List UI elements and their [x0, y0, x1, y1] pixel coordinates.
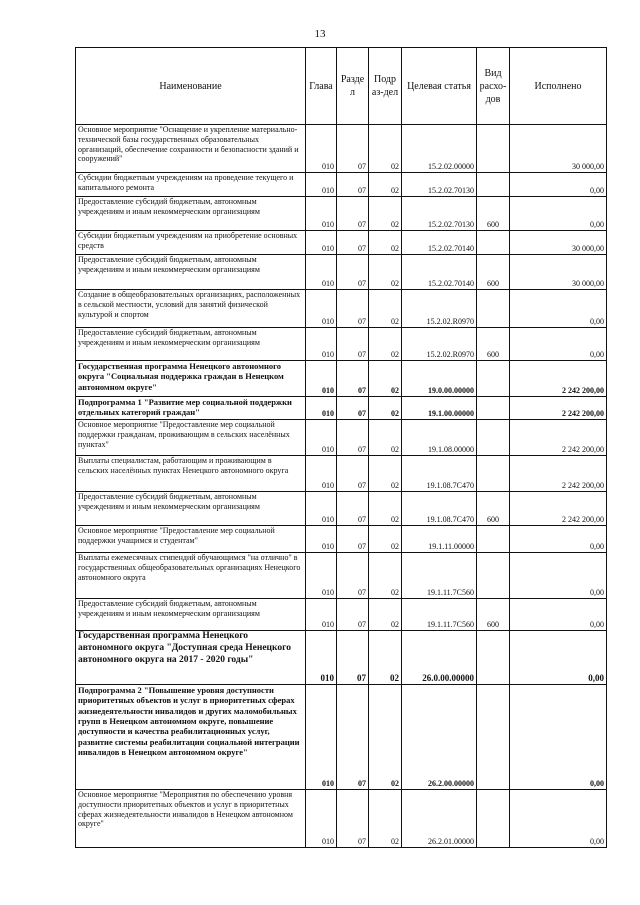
row-subsection: 02: [369, 492, 402, 526]
table-row: [76, 599, 607, 631]
row-chapter: 010: [306, 397, 337, 420]
row-section: 07: [337, 231, 369, 255]
row-executed: 0,00: [510, 197, 607, 231]
row-target: 19.1.11.00000: [402, 526, 477, 553]
row-section: 07: [337, 125, 369, 173]
row-subsection: 02: [369, 397, 402, 420]
row-section: 07: [337, 456, 369, 492]
row-expense-type: [477, 526, 510, 553]
row-name: Выплаты ежемесячных стипендий обучающимся "на отлично" в государственных общеобразовательных организациях Ненецкого автономного округа: [76, 553, 306, 599]
row-expense-type: [477, 685, 510, 790]
row-target: 26.2.01.00000: [402, 790, 477, 848]
table-row: [76, 397, 607, 420]
row-chapter: 010: [306, 420, 337, 456]
row-expense-type: 600: [477, 599, 510, 631]
row-name: Выплаты специалистам, работающим и проживающим в сельских населённых пунктах Ненецкого автономного округа: [76, 456, 306, 492]
row-expense-type: [477, 790, 510, 848]
row-name: Государственная программа Ненецкого автономного округа "Доступная среда Ненецкого автономного округа на 2017 - 2020 годы": [76, 631, 306, 685]
row-expense-type: [477, 290, 510, 328]
row-subsection: 02: [369, 420, 402, 456]
row-executed: 0,00: [510, 526, 607, 553]
table-row: [76, 631, 607, 685]
row-name: Субсидии бюджетным учреждениям на приобретение основных средств: [76, 231, 306, 255]
header-chapter: Глава: [306, 48, 337, 125]
row-section: 07: [337, 631, 369, 685]
row-target: 19.1.08.7C470: [402, 456, 477, 492]
row-target: 19.1.11.7C560: [402, 553, 477, 599]
row-name: Основное мероприятие "Предоставление мер социальной поддержки учащимся и студентам": [76, 526, 306, 553]
row-subsection: 02: [369, 173, 402, 197]
row-subsection: 02: [369, 255, 402, 290]
row-chapter: 010: [306, 685, 337, 790]
row-name: Предоставление субсидий бюджетным, автономным учреждениям и иным некоммерческим организациям: [76, 197, 306, 231]
row-expense-type: [477, 631, 510, 685]
row-expense-type: [477, 361, 510, 397]
row-expense-type: 600: [477, 492, 510, 526]
row-section: 07: [337, 420, 369, 456]
table-row: [76, 290, 607, 328]
row-target: 26.0.00.00000: [402, 631, 477, 685]
table-row: [76, 328, 607, 361]
row-executed: 2 242 200,00: [510, 420, 607, 456]
table-row: [76, 173, 607, 197]
header-name: Наименование: [76, 48, 306, 125]
row-name: Предоставление субсидий бюджетным, автономным учреждениям и иным некоммерческим организациям: [76, 255, 306, 290]
row-name: Предоставление субсидий бюджетным, автономным учреждениям и иным некоммерческим организациям: [76, 328, 306, 361]
row-target: 15.2.02.R0970: [402, 290, 477, 328]
header-subsection: Подр аз-дел: [369, 48, 402, 125]
row-section: 07: [337, 685, 369, 790]
row-chapter: 010: [306, 599, 337, 631]
row-executed: 0,00: [510, 599, 607, 631]
table-header-row: [76, 48, 607, 125]
row-name: Создание в общеобразовательных организациях, расположенных в сельской местности, условий для занятий физической культурой и спортом: [76, 290, 306, 328]
row-section: 07: [337, 197, 369, 231]
row-target: 19.0.00.00000: [402, 361, 477, 397]
row-chapter: 010: [306, 328, 337, 361]
row-subsection: 02: [369, 526, 402, 553]
row-section: 07: [337, 397, 369, 420]
row-executed: 2 242 200,00: [510, 456, 607, 492]
row-executed: 2 242 200,00: [510, 397, 607, 420]
table-row: [76, 255, 607, 290]
row-executed: 0,00: [510, 173, 607, 197]
header-executed: Исполнено: [510, 48, 607, 125]
row-expense-type: [477, 173, 510, 197]
row-subsection: 02: [369, 685, 402, 790]
row-subsection: 02: [369, 361, 402, 397]
row-executed: 0,00: [510, 790, 607, 848]
row-target: 19.1.08.7C470: [402, 492, 477, 526]
row-name: Государственная программа Ненецкого автономного округа "Социальная поддержка граждан в Ненецком автономном округе": [76, 361, 306, 397]
row-subsection: 02: [369, 197, 402, 231]
row-target: 15.2.02.70130: [402, 173, 477, 197]
table-row: [76, 361, 607, 397]
row-name: Подпрограмма 2 "Повышение уровня доступности приоритетных объектов и услуг в приоритетных сферах жизнедеятельности инвалидов и других маломобильных групп в Ненецком автономном округе, повышение доступности и качества реабилитационных услуг, развитие системы реабилитации социальной интеграции инвалидов в Ненецком автономном округе": [76, 685, 306, 790]
row-section: 07: [337, 790, 369, 848]
table-row: [76, 492, 607, 526]
row-chapter: 010: [306, 125, 337, 173]
row-section: 07: [337, 290, 369, 328]
row-target: 15.2.02.R0970: [402, 328, 477, 361]
row-executed: 30 000,00: [510, 125, 607, 173]
row-subsection: 02: [369, 790, 402, 848]
row-name: Основное мероприятие "Оснащение и укрепление материально-технической базы государственных образовательных организаций, обеспечение сохранности и безопасности зданий и сооружений": [76, 125, 306, 173]
row-subsection: 02: [369, 125, 402, 173]
row-executed: 0,00: [510, 553, 607, 599]
row-section: 07: [337, 526, 369, 553]
row-subsection: 02: [369, 328, 402, 361]
row-chapter: 010: [306, 790, 337, 848]
row-name: Предоставление субсидий бюджетным, автономным учреждениям и иным некоммерческим организациям: [76, 599, 306, 631]
row-target: 15.2.02.70140: [402, 231, 477, 255]
row-expense-type: [477, 397, 510, 420]
row-section: 07: [337, 553, 369, 599]
row-chapter: 010: [306, 231, 337, 255]
row-subsection: 02: [369, 231, 402, 255]
row-target: 19.1.11.7C560: [402, 599, 477, 631]
row-expense-type: 600: [477, 328, 510, 361]
table-row: [76, 790, 607, 848]
row-name: Предоставление субсидий бюджетным, автономным учреждениям и иным некоммерческим организациям: [76, 492, 306, 526]
row-executed: 2 242 200,00: [510, 492, 607, 526]
row-name: Подпрограмма 1 "Развитие мер социальной поддержки отдельных категорий граждан": [76, 397, 306, 420]
row-target: 19.1.00.00000: [402, 397, 477, 420]
row-expense-type: [477, 420, 510, 456]
row-target: 15.2.02.00000: [402, 125, 477, 173]
row-executed: 0,00: [510, 631, 607, 685]
row-name: Основное мероприятие "Предоставление мер социальной поддержки гражданам, проживающим в сельских населённых пунктах": [76, 420, 306, 456]
row-target: 15.2.02.70140: [402, 255, 477, 290]
row-chapter: 010: [306, 526, 337, 553]
row-subsection: 02: [369, 599, 402, 631]
table-row: [76, 553, 607, 599]
row-executed: 30 000,00: [510, 255, 607, 290]
page-number: 13: [314, 28, 326, 40]
row-expense-type: [477, 553, 510, 599]
header-target: Целевая статья: [402, 48, 477, 125]
row-target: 26.2.00.00000: [402, 685, 477, 790]
table-row: [76, 420, 607, 456]
row-name: Основное мероприятие "Мероприятия по обеспечению уровня доступности приоритетных объектов и услуг в приоритетных сферах жизнедеятельности инвалидов в Ненецком автономном округе": [76, 790, 306, 848]
budget-execution-table: [75, 47, 607, 848]
row-section: 07: [337, 361, 369, 397]
row-chapter: 010: [306, 197, 337, 231]
row-subsection: 02: [369, 290, 402, 328]
row-target: 15.2.02.70130: [402, 197, 477, 231]
row-target: 19.1.08.00000: [402, 420, 477, 456]
header-section: Разде л: [337, 48, 369, 125]
row-expense-type: 600: [477, 197, 510, 231]
row-chapter: 010: [306, 290, 337, 328]
row-section: 07: [337, 173, 369, 197]
row-chapter: 010: [306, 492, 337, 526]
row-executed: 30 000,00: [510, 231, 607, 255]
row-section: 07: [337, 492, 369, 526]
row-expense-type: [477, 125, 510, 173]
table-row: [76, 685, 607, 790]
row-chapter: 010: [306, 456, 337, 492]
row-subsection: 02: [369, 553, 402, 599]
row-chapter: 010: [306, 173, 337, 197]
table-row: [76, 197, 607, 231]
row-executed: 2 242 200,00: [510, 361, 607, 397]
row-expense-type: 600: [477, 255, 510, 290]
row-chapter: 010: [306, 361, 337, 397]
row-expense-type: [477, 456, 510, 492]
row-expense-type: [477, 231, 510, 255]
table-row: [76, 231, 607, 255]
row-chapter: 010: [306, 255, 337, 290]
row-chapter: 010: [306, 631, 337, 685]
row-section: 07: [337, 599, 369, 631]
row-executed: 0,00: [510, 328, 607, 361]
row-subsection: 02: [369, 456, 402, 492]
table-row: [76, 125, 607, 173]
row-executed: 0,00: [510, 685, 607, 790]
header-expense-type: Вид расхо- дов: [477, 48, 510, 125]
row-executed: 0,00: [510, 290, 607, 328]
row-subsection: 02: [369, 631, 402, 685]
row-chapter: 010: [306, 553, 337, 599]
row-section: 07: [337, 328, 369, 361]
row-name: Субсидии бюджетным учреждениям на проведение текущего и капитального ремонта: [76, 173, 306, 197]
row-section: 07: [337, 255, 369, 290]
table-row: [76, 526, 607, 553]
table-row: [76, 456, 607, 492]
